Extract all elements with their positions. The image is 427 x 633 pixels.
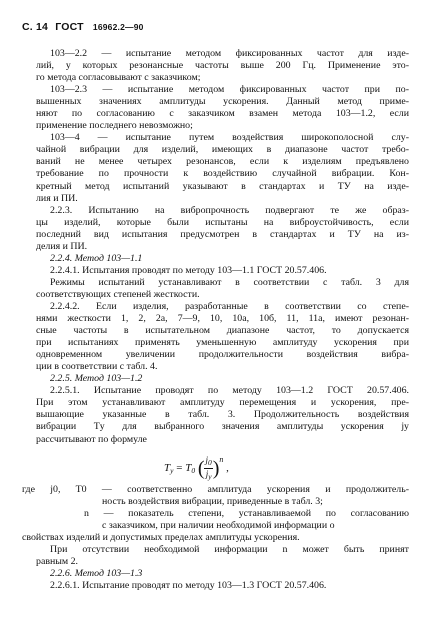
- paragraph-no-info: [22, 544, 409, 568]
- text-line: ции в соответствии с табл. 4.: [36, 361, 158, 373]
- paragraph-2-2-4-1: [22, 265, 409, 277]
- paragraph-103-2-3: [22, 84, 409, 132]
- standard-label: ГОСТ: [55, 21, 84, 33]
- section-heading: 2.2.4. Метод 103—1.1: [50, 252, 143, 264]
- section-heading: 2.2.5. Метод 103—1.2: [50, 373, 143, 385]
- text-line: лий, у которых резонансные частоты выше 200 Гц. Применение это-: [36, 60, 409, 72]
- text-line: цы изделий, которые были испытаны на виброустойчивость, если: [36, 216, 409, 228]
- text-line: ность воздействия вибрации, приведенные в табл. 3;: [102, 495, 323, 507]
- section-heading-2-2-5: [22, 373, 409, 385]
- page-number: С. 14: [22, 21, 49, 33]
- text-line: с заказчиком, при наличии необходимой информации о: [102, 519, 335, 531]
- formula-paren-right: ): [212, 456, 220, 479]
- text-line: применение последнего невозможно;: [36, 120, 193, 132]
- text-line: 103—2.2 — испытание методом фиксированных частот для изде-: [50, 48, 409, 59]
- formula-sub: у: [170, 465, 174, 475]
- text-line: вибрации Tу для выбранного значения амплитуды ускорения jу: [36, 421, 409, 433]
- paragraph-modes: [22, 277, 409, 301]
- text-line: свойствах изделий и допустимых пределах амплитуды ускорения.: [22, 531, 300, 543]
- paragraph-2-2-4-2: [22, 301, 409, 373]
- formula-num: j: [205, 454, 208, 465]
- formula-comma: ,: [226, 461, 229, 474]
- text-line: няют по согласованию с заказчиком взамен метода 103—1.2, если: [36, 108, 409, 120]
- text-line: вышенных значениях амплитуды ускорения. Данный метод приме-: [36, 96, 409, 108]
- text-line: равным 2.: [36, 555, 79, 567]
- section-heading-2-2-4: [22, 253, 409, 265]
- formula-exponent: n: [219, 454, 224, 464]
- text-line: 2.2.4.2. Если изделия, разработанные в соответствии со степе-: [50, 300, 409, 312]
- text-line: Режимы испытаний устанавливают в соответствии с табл. 3 для: [50, 276, 409, 288]
- document-body: [22, 48, 409, 592]
- text-line: вышающие указанные в табл. 3. Продолжительность воздействия: [36, 409, 409, 421]
- text-line: кретный метод испытаний указывают в стандартах и ТУ на изде-: [36, 180, 409, 192]
- text-line: одновременном увеличении продолжительности воздействия вибра-: [36, 349, 409, 361]
- section-heading-2-2-6: [22, 568, 409, 580]
- text-line: 103—4 — испытание путем воздействия широкополосной слу-: [50, 132, 409, 144]
- text-line: 2.2.3. Испытанию на вибропрочность подвергают те же образ-: [50, 204, 409, 216]
- page-header: [22, 21, 144, 33]
- section-heading: 2.2.6. Метод 103—1.3: [50, 567, 143, 579]
- formula-paren-left: (: [197, 456, 205, 479]
- formula-sub: 0: [208, 457, 212, 467]
- formula-var-t0: T: [185, 461, 192, 474]
- paragraph-103-4: [22, 132, 409, 204]
- text-line: При отсутствии необходимой информации n может быть принят: [50, 543, 409, 555]
- text-line: ваний не менее четырех резонансов, если к изделиям предъявлено: [36, 156, 409, 168]
- text-line: чайной вибрации для изделий, имеющих в диапазоне частот требо-: [36, 144, 409, 156]
- text-line: го метода согласовывают с заказчиком;: [36, 72, 201, 84]
- formula-sub: у: [208, 471, 212, 481]
- text-line: сные частоты в испытательном диапазоне частот, то допускается: [36, 325, 409, 337]
- formula-var-t: T: [164, 461, 171, 474]
- text-line: соответствующих степеней жесткости.: [36, 288, 200, 300]
- standard-number: 16962.2—90: [92, 22, 144, 32]
- formula-sub: 0: [191, 465, 196, 475]
- paragraph-2-2-6-1: [22, 580, 409, 592]
- paragraph-103-2-2: [22, 48, 409, 84]
- formula-fraction: [204, 455, 212, 482]
- formula-den: j: [205, 468, 209, 479]
- text-line: 2.2.5.1. Испытание проводят по методу 103—1.2 ГОСТ 20.57.406.: [50, 385, 409, 397]
- text-line: при испытаниях применять уменьшенную амплитуду ускорения при: [36, 337, 409, 349]
- text-line: последний вид испытания предусмотрен в стандартах и ТУ на из-: [36, 228, 409, 240]
- formula-equals: =: [176, 461, 183, 474]
- text-line: При этом устанавливают амплитуду перемещения и ускорения, пре-: [36, 397, 409, 409]
- text-line: делия и ПИ.: [36, 240, 88, 252]
- paragraph-2-2-5-1: [22, 385, 409, 445]
- text-line: 2.2.4.1. Испытания проводят по методу 103—1.1 ГОСТ 20.57.406.: [50, 264, 327, 276]
- text-line: нями жесткости 1, 2, 2а, 7—9, 10, 10а, 10б, 11, 11а, имеют резонан-: [36, 313, 409, 325]
- duration-formula: [22, 446, 409, 484]
- paragraph-2-2-3: [22, 205, 409, 253]
- text-line: n — показатель степени, устанавливаемой по согласованию: [84, 507, 409, 519]
- text-line: рассчитывают по формуле: [36, 433, 147, 445]
- text-line: требование по прочности к воздействию случайной вибрации. Кон-: [36, 168, 409, 180]
- text-line: лия и ПИ.: [36, 192, 78, 204]
- formula-legend: [22, 484, 409, 544]
- text-line: где j0, T0 — соответственно амплитуда ускорения и продолжитель-: [22, 483, 409, 495]
- text-line: 103—2.3 — испытание методом фиксированных частот при по-: [50, 84, 409, 96]
- text-line: 2.2.6.1. Испытание проводят по методу 103—1.3 ГОСТ 20.57.406.: [50, 579, 327, 591]
